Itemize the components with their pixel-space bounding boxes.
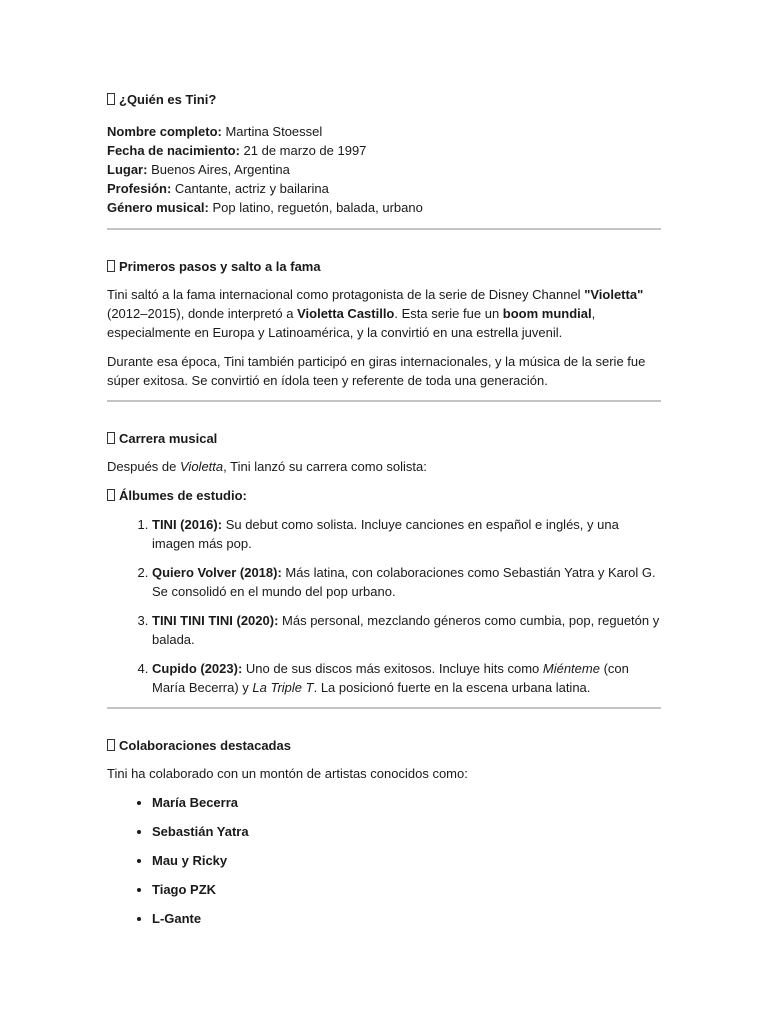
section-collabs-heading: Colaboraciones destacadas xyxy=(107,736,661,755)
artist-item: • Tiago PZK xyxy=(152,880,661,899)
album-item: 1. TINI (2016): Su debut como solista. Incluye canciones en español e inglés, y una imagen más pop. xyxy=(152,515,661,553)
album-item: 2. Quiero Volver (2018): Más latina, con colaboraciones como Sebastián Yatra y Karol G. Se consolidó en el mundo del pop urbano. xyxy=(152,563,661,601)
artist-item: • Mau y Ricky xyxy=(152,851,661,870)
artist-item: • María Becerra xyxy=(152,793,661,812)
fame-paragraph-2: Durante esa época, Tini también participó en giras internacionales, y la música de la serie fue súper exitosa. Se convirtió en ídola teen y referente de toda una generación. xyxy=(107,354,646,388)
album-item: 4. Cupido (2023): Uno de sus discos más exitosos. Incluye hits como Miénteme (con María Becerra) y La Triple T. La posicionó fuerte en la escena urbana latina. xyxy=(152,659,661,697)
emoji-placeholder-icon xyxy=(107,739,115,751)
emoji-placeholder-icon xyxy=(107,489,115,501)
career-intro: Después de Violetta, Tini lanzó su carrera como solista: xyxy=(107,459,427,474)
emoji-placeholder-icon xyxy=(107,93,115,105)
artist-item: • L-Gante xyxy=(152,909,661,928)
section-career-heading: Carrera musical xyxy=(107,429,661,448)
collabs-list xyxy=(107,793,661,928)
albums-heading: Álbumes de estudio: xyxy=(107,486,661,505)
info-birth-date: Fecha de nacimiento: 21 de marzo de 1997 xyxy=(107,143,367,158)
info-full-name: Nombre completo: Martina Stoessel xyxy=(107,124,323,139)
emoji-placeholder-icon xyxy=(107,260,115,272)
albums-list xyxy=(107,515,661,697)
info-place: Lugar: Buenos Aires, Argentina xyxy=(107,162,290,177)
artist-item: • Sebastián Yatra xyxy=(152,822,661,841)
album-item: 3. TINI TINI TINI (2020): Más personal, mezclando géneros como cumbia, pop, reguetón y balada. xyxy=(152,611,661,649)
collabs-intro: Tini ha colaborado con un montón de artistas conocidos como: xyxy=(107,766,468,781)
section-fame-heading: Primeros pasos y salto a la fama xyxy=(107,257,661,276)
info-genre: Género musical: Pop latino, reguetón, balada, urbano xyxy=(107,200,423,215)
emoji-placeholder-icon xyxy=(107,432,115,444)
section-who-heading: ¿Quién es Tini? xyxy=(107,90,661,109)
fame-paragraph-1: Tini saltó a la fama internacional como protagonista de la serie de Disney Channel "Violetta" (2012–2015), donde interpretó a Violetta Castillo. Esta serie fue un boom mundial, especialmente en Europa y Latinoamérica, y la convirtió en una estrella juvenil. xyxy=(107,287,644,340)
document-page xyxy=(107,90,661,938)
info-profession: Profesión: Cantante, actriz y bailarina xyxy=(107,181,329,196)
